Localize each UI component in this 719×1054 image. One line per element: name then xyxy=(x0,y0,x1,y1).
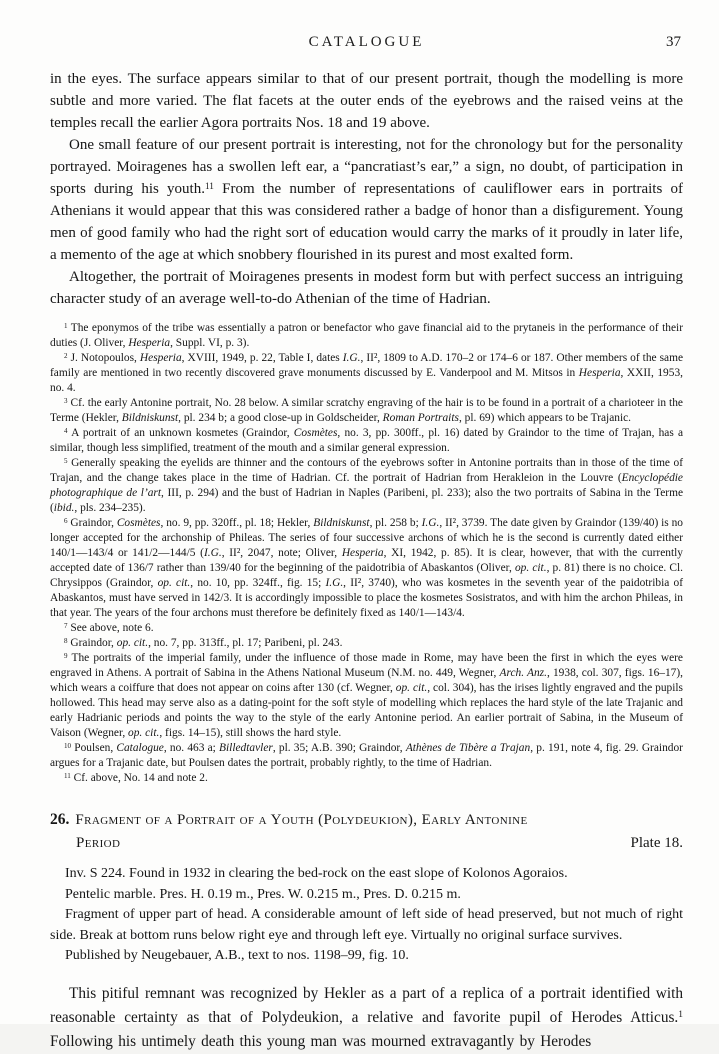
entry-heading-line1 xyxy=(50,808,683,832)
footnote-number: 3 xyxy=(64,396,68,405)
footnote-2: $^2$ J. Notopoulos, Hesperia, XVIII, 1949, p. 22, Table I, dates I.G., II², 1809 to A.D. 170–2 or 174–6 or 187. Other members of the same family are mentioned in two recently discovered grave monuments discussed by E. Vanderpool and M. Mitsos in Hesperia, XXII, 1953, no. 4. xyxy=(50,351,683,394)
page-number: 37 xyxy=(666,34,681,50)
entry-publication-line: Published by Neugebauer, A.B., text to nos. 1198–99, fig. 10. xyxy=(65,948,409,963)
footnote-6: $^6$ Graindor, Cosmètes, no. 9, pp. 320ff., pl. 18; Hekler, Bildniskunst, pl. 258 b; I.G., II², 3739. The date given by Graindor (139/40) is no longer accepted for the archonship of Phileas. The series of four successive archons of which he is the second is currently dated either 140/1—143/4 or 141/2—144/5 (I.G., II², 2047, note; Oliver, Hesperia, XI, 1942, p. 85). It is clear, however, that with the currently accepted date of 136/7 rather than 139/40 for the beginning of the paidotribia of Abaskantos (Oliver, op. cit., p. 81) there is no choice. Cl. Chrysippos (Graindor, op. cit., no. 10, pp. 324ff., fig. 15; I.G., II², 3740), who was kosmetes in the seventh year of the paidotribia of Abaskantos, must have served in 142/3. It is accordingly impossible to place the kosmetes Sosistratos, and with him the archon Phileas, in that year. The years of the four archons must therefore be definitely fixed as 140/1—143/4. xyxy=(50,516,684,619)
footnote-number: 1 xyxy=(64,321,68,330)
page-header xyxy=(50,34,683,56)
footnote-10: $^{10}$ Poulsen, Catalogue, no. 463 a; Billedtavler, pl. 35; A.B. 390; Graindor, Athènes de Tibère a Trajan, p. 191, note 4, fig. 29. Graindor argues for a Trajanic date, but Poulsen dates the portrait, probably rightly, to the time of Hadrian. xyxy=(50,741,683,769)
footnote-1: $^1$ The eponymos of the tribe was essentially a patron or benefactor who gave financial aid to the prytaneis in the performance of their duties (J. Oliver, Hesperia, Suppl. VI, p. 3). xyxy=(50,321,683,349)
running-title: CATALOGUE xyxy=(308,34,425,50)
footnote-4: $^4$ A portrait of an unknown kosmetes (Graindor, Cosmètes, no. 3, pp. 300ff., pl. 16) dated by Graindor to the time of Trajan, has a similar, though less simplified, treatment of the mouth and a similar general expression. xyxy=(50,426,684,454)
footnote-7: $^7$ See above, note 6. xyxy=(64,621,154,634)
plate-reference: Plate 18. xyxy=(630,835,683,851)
entry-inventory-line: Inv. S 224. Found in 1932 in clearing the bed-rock on the east slope of Kolonos Agoraios. xyxy=(65,866,568,881)
closing-paragraph-section xyxy=(50,982,683,1054)
footnote-number: 10 xyxy=(64,741,72,750)
closing-paragraph: This pitiful remnant was recognized by Hekler as a part of a replica of a portrait identified with reasonable certainty as that of Polydeukion, a relative and favorite pupil of Herodes Atticus.$^1$ Following his untimely death this young man was mourned extravagantly by Herodes xyxy=(50,984,683,1050)
entry-number: 26. xyxy=(50,811,70,828)
footnote-number: 4 xyxy=(64,426,68,435)
footnote-8: $^8$ Graindor, op. cit., no. 7, pp. 313ff., pl. 17; Paribeni, pl. 243. xyxy=(64,636,343,649)
entry-title-continued: Period xyxy=(76,835,121,851)
entry-heading-line2 xyxy=(50,832,683,855)
footnote-number: 11 xyxy=(64,771,71,780)
body-paragraph-1: in the eyes. The surface appears similar to that of our present portrait, though the modelling is more subtle and more varied. The flat facets at the outer ends of the eyebrows and the raised veins at the temples recall the earlier Agora portraits Nos. 18 and 19 above. xyxy=(50,71,683,131)
body-paragraph-3: Altogether, the portrait of Moiragenes presents in modest form but with perfect success an intriguing character study of an average well-to-do Athenian of the time of Hadrian. xyxy=(50,269,683,307)
footnote-number: 2 xyxy=(64,351,68,360)
footnote-3: $^3$ Cf. the early Antonine portrait, No. 28 below. A similar scratchy engraving of the hair is to be found in a portrait of a charioteer in the Terme (Hekler, Bildniskunst, pl. 234 b; a good close-up in Goldscheider, Roman Portraits, pl. 69) which appears to be Trajanic. xyxy=(50,396,683,424)
footnote-number: 5 xyxy=(64,456,68,465)
entry-title: Fragment of a Portrait of a Youth (Polydeukion), Early Antonine xyxy=(75,812,528,828)
footnote-9: $^9$ The portraits of the imperial family, under the influence of those made in Rome, may have been the first in which the eyes were engraved in Athens. A portrait of Sabina in the Athens National Museum (N.M. no. 449, Wegner, Arch. Anz., 1938, col. 307, figs. 16–17), which wears a coiffure that does not appear on coins after 130 (cf. Wegner, op. cit., col. 304), has the irises lightly engraved and the pupils hollowed. This head may serve also as a dating-point for the soft style of modelling which replaces the hard style of the late Trajanic and early Hadrianic periods and points the way to the style of the early Antonine period. An earlier portrait of Sabina, in the Museum of Vaison (Wegner, op. cit., figs. 14–15), still shows the hard style. xyxy=(50,651,683,739)
footnote-number: 9 xyxy=(64,651,68,660)
footnote-11: $^{11}$ Cf. above, No. 14 and note 2. xyxy=(64,771,208,784)
footnote-number: 6 xyxy=(64,516,68,525)
footnote-5: $^5$ Generally speaking the eyelids are thinner and the contours of the eyebrows softer in Antonine portraits than in those of the time of Trajan, and the change takes place in the time of Hadrian. Cf. the portrait of Hadrian from Herakleion in the Louvre (Encyclopédie photographique de l’art, III, p. 294) and the bust of Hadrian in Naples (Paribeni, pl. 233); also the two portraits of Sabina in the Terme (ibid., pls. 234–235). xyxy=(50,456,683,514)
footnotes-section xyxy=(50,321,683,786)
entry-material-line: Pentelic marble. Pres. H. 0.19 m., Pres. W. 0.215 m., Pres. D. 0.215 m. xyxy=(65,886,461,902)
footnote-number: 8 xyxy=(64,636,68,645)
catalogue-entry-26 xyxy=(50,808,683,967)
entry-heading xyxy=(50,808,683,855)
main-body-text xyxy=(50,68,683,310)
entry-details xyxy=(50,864,683,967)
body-paragraph-2: One small feature of our present portrait is interesting, not for the chronology but for the personality portrayed. Moiragenes has a swollen left ear, a “pancratiast’s ear,” a sign, no doubt, of participation in sports during his youth.$^{11}$ From the number of representations of cauliflower ears in portraits of Athenians it would appear that this was considered rather a badge of honor than a disfigurement. Young men of good family who had the right sort of education would carry the marks of it proudly in later life, a memento of the age at which snobbery flourished in its purest and most exalted form. xyxy=(50,137,683,263)
footnote-number: 7 xyxy=(64,621,68,630)
entry-condition-line: Fragment of upper part of head. A considerable amount of left side of head preserved, but not much of right side. Break at bottom runs below right eye and through left eye. Virtually no original surface survives. xyxy=(50,907,683,943)
